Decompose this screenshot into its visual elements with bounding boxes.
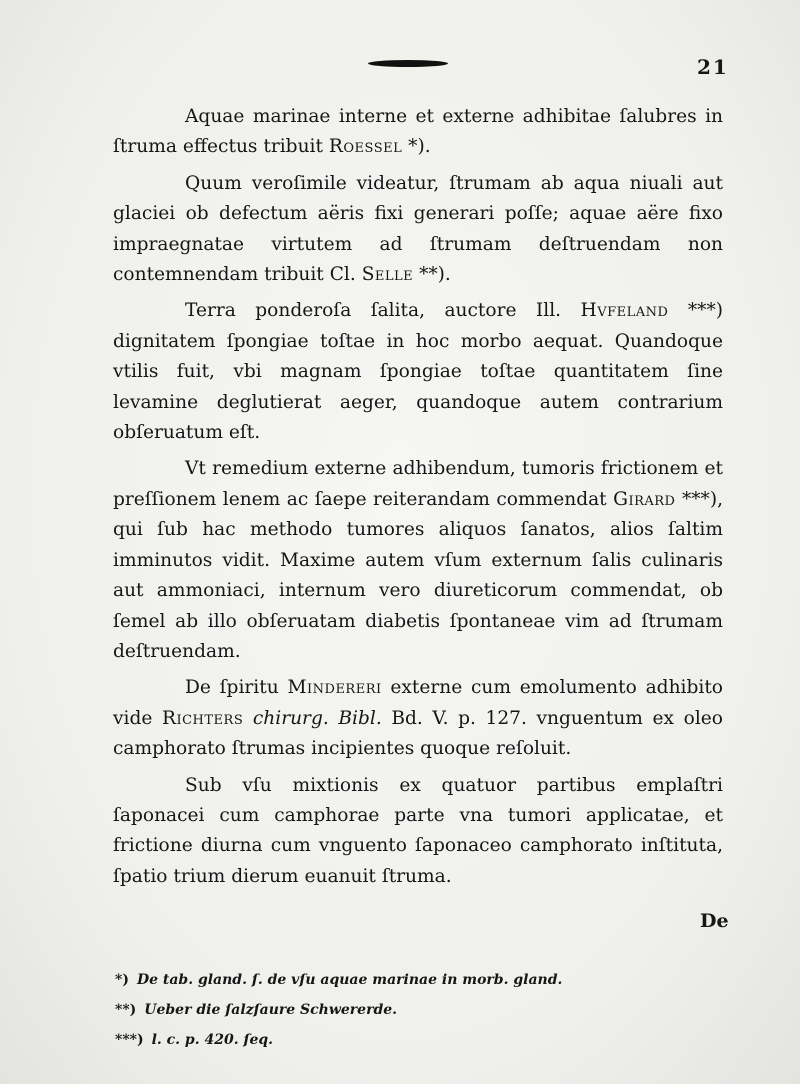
paragraph-text: De ſpiritu — [185, 677, 288, 699]
paragraph-text: Vt remedium externe adhibendum, tumoris frictionem et preſſionem lenem ac ſaepe reiterandam commendat — [113, 458, 723, 510]
footnote-mark: **) — [115, 1002, 137, 1018]
paragraph-text: **). — [413, 264, 451, 286]
paragraph — [113, 771, 723, 893]
footnote-text: De tab. gland. ſ. de vſu aquae marinae in morb. gland. — [136, 972, 563, 988]
author-name: Selle — [361, 264, 414, 286]
paragraph-text: ***), qui ſub hac methodo tumores aliquos ſanatos, alios ſaltim imminutos vidit. Maxime autem vſum externum ſalis culinaris aut ammoniaci, internum vero diureticorum commendat, ob ſemel ab illo obſeruatam diabetis ſpontaneae vim ad ſtrumam deſtruendam. — [113, 488, 723, 662]
footnote — [115, 995, 715, 1025]
paragraph-text: Sub vſu mixtionis ex quatuor partibus emplaſtri ſaponacei cum camphorae parte vna tumori applicatae, et frictione diurna cum vnguento ſaponaceo camphorato inſtituta, ſpatio trium dierum euanuit ſtruma. — [113, 774, 723, 887]
body-text — [113, 102, 723, 898]
author-name: Richters — [161, 707, 244, 729]
paragraph — [113, 454, 723, 667]
paragraph-text: Terra ponderoſa ſalita, auctore Ill. — [185, 300, 581, 322]
author-name: Hvfeland — [580, 300, 669, 322]
paragraph-text: Aquae marinae interne et externe adhibitae ſalubres in ſtruma effectus tribuit — [113, 106, 723, 158]
footnote — [115, 965, 715, 995]
footnote-text: l. c. p. 420. ſeq. — [151, 1032, 274, 1048]
author-name: Roessel — [328, 136, 403, 158]
header-ornament-rule — [368, 60, 448, 67]
paragraph-text: externe cum emolumento adhibito vide — [113, 677, 724, 729]
book-title: chirurg. Bibl. — [252, 707, 382, 729]
footnote-text: Ueber die ſalzſaure Schwererde. — [144, 1002, 398, 1018]
catchword: De — [700, 910, 729, 932]
paragraph — [113, 169, 723, 291]
paragraph-text: ***) dignitatem ſpongiae toſtae in hoc morbo aequat. Quandoque vtilis fuit, vbi magnam ſpongiae toſtae quantitatem ſine levamine deglutierat aeger, quandoque autem contrarium obſeruatum eſt. — [113, 300, 723, 444]
paragraph — [113, 296, 723, 448]
author-name: Mindereri — [287, 677, 382, 699]
paragraph-text: Quum veroſimile videatur, ſtrumam ab aqua niuali aut glaciei ob defectum aëris fixi generari poſſe; aquae aëre fixo impraegnatae virtutem ad ſtrumam deſtruendam non contemnendam tribuit Cl. — [113, 172, 723, 286]
paragraph — [113, 102, 723, 163]
footnote-mark: ***) — [115, 1032, 144, 1048]
footnote-mark: *) — [115, 972, 129, 988]
author-name: Girard — [613, 488, 676, 510]
page-number: 21 — [697, 55, 729, 79]
paragraph-text: *). — [402, 136, 431, 158]
paragraph — [113, 673, 723, 764]
paragraph-text — [243, 708, 253, 729]
paragraph-text: Bd. V. p. 127. vnguentum ex oleo camphorato ſtrumas incipientes quoque reſoluit. — [113, 707, 723, 760]
footnote — [115, 1025, 715, 1055]
footnotes — [115, 965, 715, 1055]
